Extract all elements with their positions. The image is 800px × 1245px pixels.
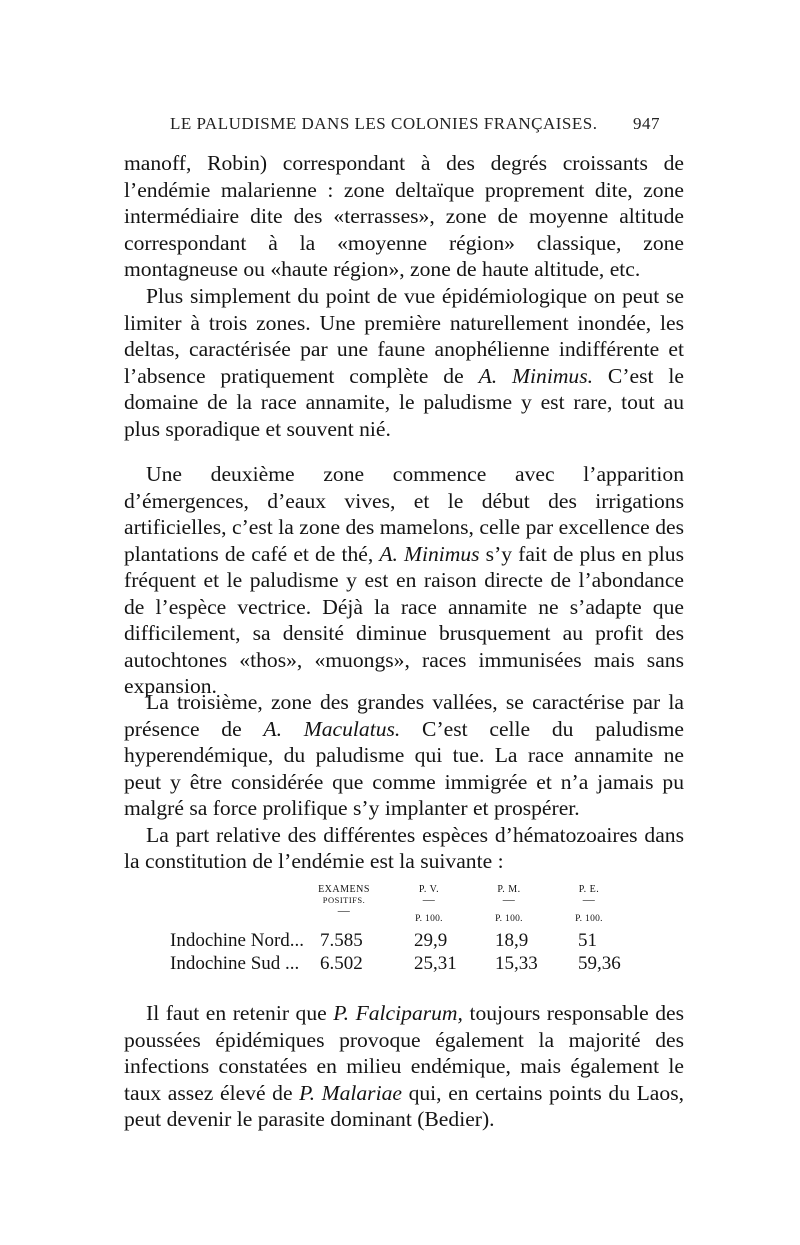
table-row <box>170 953 670 975</box>
paragraph-text: Il faut en retenir que <box>146 1001 334 1025</box>
paragraph-third-zone <box>124 689 684 875</box>
cell-pv: 29,9 <box>414 930 448 951</box>
cell-pe: 59,36 <box>578 953 621 974</box>
column-header-text: EXAMENS <box>318 884 370 895</box>
cell-pm: 18,9 <box>495 930 529 951</box>
row-label: Indochine Sud ... <box>170 953 300 974</box>
column-header-pv <box>404 884 454 906</box>
column-header-text: P. E. <box>578 884 600 895</box>
unit-label: P. 100. <box>415 914 443 924</box>
paragraph-conclusion <box>124 1000 684 1133</box>
cell-examens: 6.502 <box>320 953 363 974</box>
column-dash: — <box>337 903 351 917</box>
paragraph-first-zone <box>124 283 684 442</box>
column-dash: — <box>582 892 596 906</box>
paragraph-continuation <box>124 150 684 283</box>
page-header <box>170 114 660 136</box>
paragraph-text: toujours responsable des poussées épidémiques provoque également la majorité des infections constatées en milieu endémique, mais également le taux assez élevé de <box>124 1001 684 1105</box>
paragraph-text: manoff, Robin) correspondant à des degrés croissants de l’endémie malarienne : zone deltaïque proprement dite, zone intermédiaire dite des «terrasses», zone de moyenne altitude correspondant à la «moyenne région» classique, zone montagneuse ou «haute région», zone de haute altitude, etc. <box>124 151 684 281</box>
column-header-examens <box>312 884 376 917</box>
species-name: P. Malariae <box>299 1080 402 1105</box>
species-name: A. Minimus <box>379 541 480 566</box>
column-dash: — <box>502 892 516 906</box>
table-row <box>170 930 670 952</box>
cell-pv: 25,31 <box>414 953 457 974</box>
paragraph-text: s’y fait de plus en plus fréquent et le paludisme y est en raison directe de l’abondance de l’espèce vectrice. Déjà la race annamite ne s’adapte que difficilement, sa densité diminue brusquement au profit des autochtones «thos», «muongs», races immunisées mais sans expansion. <box>124 541 684 698</box>
cell-pe: 51 <box>578 930 597 951</box>
unit-label: P. 100. <box>575 914 603 924</box>
cell-examens: 7.585 <box>320 930 363 951</box>
paragraph-text: La part relative des différentes espèces d’hématozoaires dans la constitution de l’endémie est la suivante : <box>124 822 684 873</box>
column-header-text: POSITIFS. <box>322 895 366 905</box>
paragraph-text: La troisième, zone des grandes vallées, se caractérise par la présence de <box>124 690 684 741</box>
unit-label: P. 100. <box>495 914 523 924</box>
paragraph-text: Plus simplement du point de vue épidémiologique on peut se limiter à trois zones. Une première naturellement inondée, les deltas, caractérisée par une faune anophélienne indifférente et l’absence pratiquement complète de <box>124 284 684 388</box>
column-header-pm <box>484 884 534 906</box>
paragraph-second-zone <box>124 461 684 700</box>
species-name: A. Maculatus. <box>263 716 401 741</box>
paragraph-text: C’est le domaine de la race annamite, le paludisme y est rare, tout au plus sporadique et souvent nié. <box>124 363 684 441</box>
species-name: P. Falciparum, <box>333 1001 463 1025</box>
paragraph-text: C’est celle du paludisme hyperendémique, du paludisme qui tue. La race annamite ne peut y être considérée que comme immigrée et n’a jamais pu malgré sa force prolifique s’y implanter et prospérer. <box>124 716 684 820</box>
column-header-text: P. V. <box>418 884 440 895</box>
page-number: 947 <box>633 114 660 133</box>
species-name: A. Minimus. <box>478 363 594 388</box>
paragraph-text: qui, en certains points du Laos, peut devenir le parasite dominant (Bedier). <box>124 1080 684 1131</box>
column-header-pe <box>564 884 614 906</box>
column-header-text: P. M. <box>497 884 521 895</box>
paragraph-text: Une deuxième zone commence avec l’apparition d’émergences, d’eaux vives, et le début des irrigations artificielles, c’est la zone des mamelons, celle par excellence des plantations de café et de thé, <box>124 462 684 566</box>
cell-pm: 15,33 <box>495 953 538 974</box>
running-title: LE PALUDISME DANS LES COLONIES FRANÇAISES. <box>170 114 598 133</box>
row-label: Indochine Nord... <box>170 930 305 951</box>
column-dash: — <box>422 892 436 906</box>
